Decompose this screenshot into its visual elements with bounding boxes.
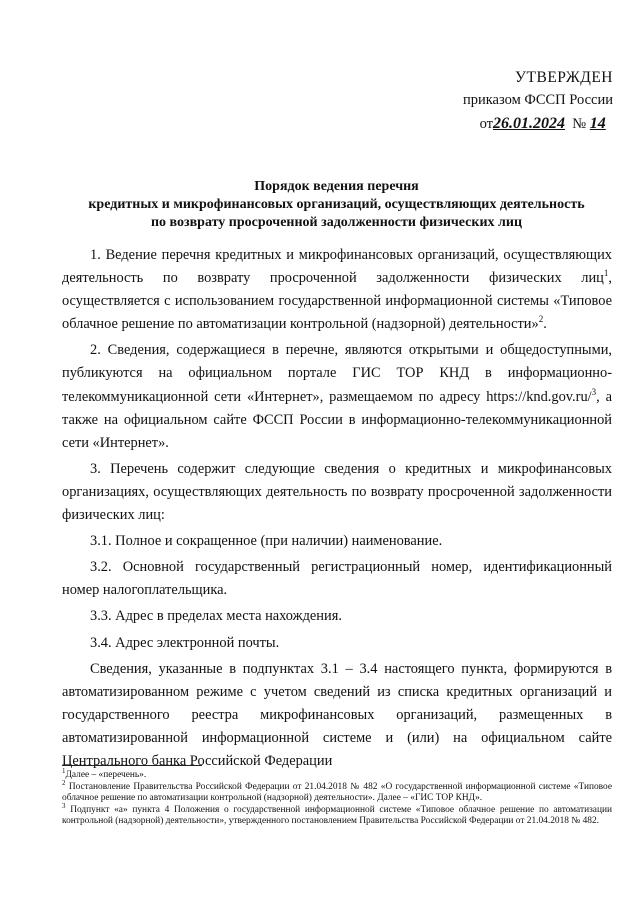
approval-order: приказом ФССП России bbox=[462, 92, 613, 108]
paragraph-2 bbox=[62, 339, 612, 454]
title-line-1: Порядок ведения перечня bbox=[254, 179, 419, 194]
footnote-1 bbox=[62, 766, 612, 782]
p2-text-a: 2. Сведения, содержащиеся в перечне, являются открытыми и общедоступными, публикуются на официальном портале ГИС ТОР КНД в информационно-телекоммуникационной сети «Интернет», размещаемом по адресу https://knd.gov.ru/ bbox=[62, 342, 612, 405]
title-line-2: кредитных и микрофинансовых организаций, осуществляющих деятельность bbox=[88, 197, 585, 212]
footnotes bbox=[62, 766, 613, 828]
title-line-3: по возврату просроченной задолженности физических лиц bbox=[150, 215, 523, 230]
p2-text-b: , а также на официальном сайте ФССП России в информационно-телекоммуникационной сети «Интернет». bbox=[62, 388, 612, 451]
paragraph-3-4: 3.4. Адрес электронной почты. bbox=[90, 634, 280, 651]
approval-date-line bbox=[463, 112, 613, 136]
paragraph-1 bbox=[62, 244, 612, 336]
footnote-1-text: Далее – «перечень». bbox=[65, 770, 147, 780]
footnote-ref-3: 3 bbox=[591, 386, 597, 397]
document-title bbox=[44, 178, 629, 232]
footnote-2-text: Постановление Правительства Российской Федерации от 21.04.2018 № 482 «О государственной информационной системе «Типовое облачное решение по автоматизации контрольной (надзорной) деятельности». Далее – «ГИС ТОР КНД». bbox=[62, 781, 613, 803]
handwritten-number: 14 bbox=[589, 115, 606, 132]
p1-text-b: , осуществляется с использованием государственной информационной системы «Типовое облачное решение по автоматизации контрольной (надзорной) деятельности» bbox=[62, 270, 612, 333]
footnote-3-mark: 3 bbox=[62, 801, 66, 810]
number-prefix: № bbox=[572, 116, 587, 132]
footnote-2 bbox=[62, 778, 613, 805]
p1-text-a: 1. Ведение перечня кредитных и микрофинансовых организаций, осуществляющих деятельность по возврату просроченной задолженности физических лиц bbox=[62, 247, 612, 287]
p1-text-c: . bbox=[543, 316, 547, 333]
approval-block bbox=[463, 66, 613, 136]
date-prefix: от bbox=[479, 116, 494, 132]
approval-title: УТВЕРЖДЕН bbox=[515, 69, 613, 86]
paragraph-3-note: Сведения, указанные в подпунктах 3.1 – 3.4 настоящего пункта, формируются в автоматизированном режиме с учетом сведений из списка кредитных организаций и государственного реестра микрофинансовых организаций, размещенных в автоматизированной информационной системе и (или) на официальном сайте Центрального банка Российской Федерации bbox=[62, 660, 612, 769]
footnote-1-mark: 1 bbox=[62, 766, 66, 775]
footnote-separator bbox=[62, 765, 202, 766]
footnote-3-text: Подпункт «а» пункта 4 Положения о государственной информационной системе «Типовое облачное решение по автоматизации контрольной (надзорной) деятельности», утвержденного постановлением Правительства Российской Федерации от 21.04.2018 № 482. bbox=[62, 804, 612, 826]
handwritten-date: 26.01.2024 bbox=[493, 115, 566, 132]
footnote-ref-2: 2 bbox=[538, 314, 544, 325]
paragraph-3-2: 3.2. Основной государственный регистрационный номер, идентификационный номер налогоплательщика. bbox=[62, 559, 612, 599]
footnote-3 bbox=[62, 801, 612, 828]
footnote-2-mark: 2 bbox=[62, 778, 66, 787]
paragraph-3-1: 3.1. Полное и сокращенное (при наличии) наименование. bbox=[90, 533, 443, 550]
document-body bbox=[62, 244, 612, 776]
paragraph-3-3: 3.3. Адрес в пределах места нахождения. bbox=[90, 608, 342, 625]
paragraph-3: 3. Перечень содержит следующие сведения о кредитных и микрофинансовых организациях, осуществляющих деятельность по возврату просроченной задолженности физических лиц: bbox=[62, 460, 612, 524]
footnote-ref-1: 1 bbox=[603, 268, 609, 279]
